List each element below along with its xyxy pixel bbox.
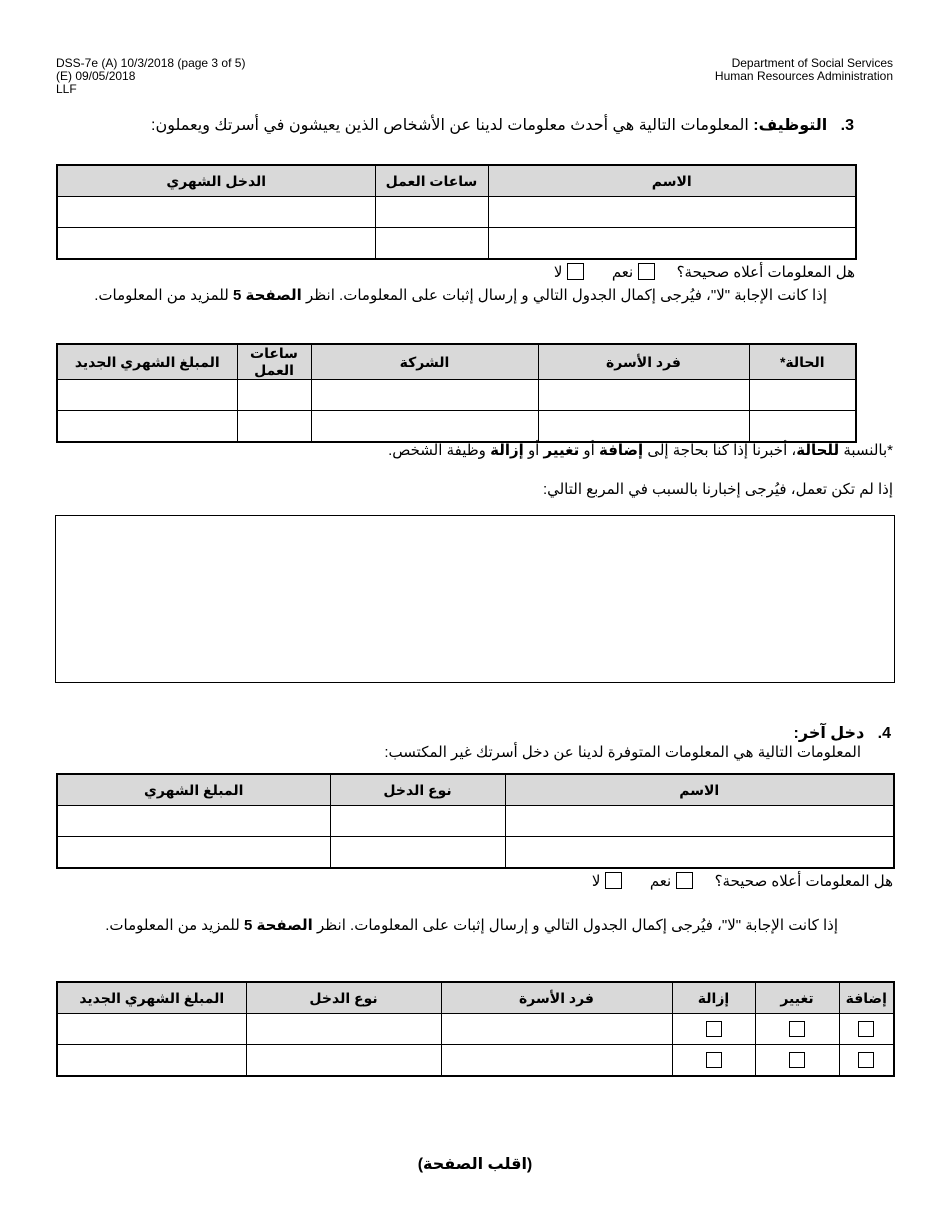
- instruction-text-end: للمزيد من المعلومات.: [105, 917, 240, 934]
- form-id-block: [56, 57, 245, 96]
- remove-checkbox[interactable]: [706, 1052, 722, 1068]
- instruction-page-ref: الصفحة 5: [244, 917, 313, 934]
- no-checkbox[interactable]: [567, 263, 584, 280]
- section4-intro: المعلومات التالية هي المعلومات المتوفرة لدينا عن دخل أسرتك غير المكتسب:: [384, 744, 861, 761]
- table-row: [57, 380, 856, 411]
- table-header-row: [57, 165, 856, 197]
- no-label: لا: [591, 873, 601, 890]
- new-monthly-amount-input[interactable]: [57, 411, 237, 443]
- col-remove: إزالة: [672, 982, 755, 1014]
- agency-name: Department of Social Services: [731, 56, 893, 70]
- yes-checkbox[interactable]: [676, 872, 693, 889]
- cell-work-hours: [375, 228, 488, 260]
- col-income-type: نوع الدخل: [330, 774, 505, 806]
- footnote-add: إضافة: [598, 442, 644, 459]
- status-input[interactable]: [749, 411, 856, 443]
- work-hours-input[interactable]: [237, 411, 311, 443]
- section3-number: 3.: [840, 117, 854, 134]
- section4-verify-question: [592, 872, 893, 890]
- footnote-text: *بالنسبة: [843, 442, 893, 459]
- instruction-text: إذا كانت الإجابة "لا"، فيُرجى إكمال الجدول التالي و إرسال إثبات على المعلومات. انظر: [305, 287, 827, 304]
- change-checkbox[interactable]: [789, 1021, 805, 1037]
- turn-page-note: (اقلب الصفحة): [417, 1156, 533, 1173]
- section3-verify-question: [554, 263, 855, 281]
- agency-block: [715, 57, 893, 83]
- verify-question: هل المعلومات أعلاه صحيحة؟: [714, 873, 893, 890]
- status-input[interactable]: [749, 380, 856, 411]
- cell-work-hours: [375, 197, 488, 228]
- income-change-table: [56, 981, 895, 1077]
- cell-monthly-amount: [57, 837, 330, 869]
- section4-number: 4.: [877, 725, 891, 742]
- col-work-hours: ساعات العمل: [237, 344, 311, 380]
- footnote-status: للحالة: [796, 442, 840, 459]
- section3-title: التوظيف:: [753, 117, 828, 134]
- change-checkbox[interactable]: [789, 1052, 805, 1068]
- not-working-prompt: إذا لم تكن تعمل، فيُرجى إخبارنا بالسبب في المربع التالي:: [542, 481, 893, 498]
- col-change: تغيير: [755, 982, 839, 1014]
- add-checkbox[interactable]: [858, 1052, 874, 1068]
- work-hours-input[interactable]: [237, 380, 311, 411]
- footnote-text: ، أخبرنا إذا كنا بحاجة إلى: [647, 442, 797, 459]
- company-input[interactable]: [311, 380, 538, 411]
- company-input[interactable]: [311, 411, 538, 443]
- no-label: لا: [553, 264, 563, 281]
- household-member-input[interactable]: [538, 380, 749, 411]
- change-cell: [755, 1045, 839, 1077]
- instruction-text: إذا كانت الإجابة "لا"، فيُرجى إكمال الجدول التالي و إرسال إثبات على المعلومات. انظر: [316, 917, 838, 934]
- col-new-monthly-amount: المبلغ الشهري الجديد: [57, 344, 237, 380]
- household-member-input[interactable]: [441, 1014, 672, 1045]
- household-member-input[interactable]: [441, 1045, 672, 1077]
- cell-name: [505, 837, 894, 869]
- col-household-member: فرد الأسرة: [538, 344, 749, 380]
- col-status: الحالة*: [749, 344, 856, 380]
- col-name: الاسم: [488, 165, 856, 197]
- employment-table: [56, 164, 857, 260]
- table-header-row: [57, 982, 894, 1014]
- footnote-change: تغيير: [543, 442, 580, 459]
- footnote-remove: إزالة: [490, 442, 524, 459]
- table-row: [57, 1014, 894, 1045]
- section4-heading: [794, 723, 891, 743]
- remove-checkbox[interactable]: [706, 1021, 722, 1037]
- form-code-line: LLF: [56, 82, 77, 96]
- table-header-row: [57, 344, 856, 380]
- table-row: [57, 837, 894, 869]
- footnote-text: وظيفة الشخص.: [388, 442, 486, 459]
- col-company: الشركة: [311, 344, 538, 380]
- table-row: [57, 411, 856, 443]
- income-type-input[interactable]: [246, 1014, 441, 1045]
- no-checkbox[interactable]: [605, 872, 622, 889]
- footnote-text: أو: [583, 442, 595, 459]
- other-income-table: [56, 773, 895, 869]
- yes-checkbox[interactable]: [638, 263, 655, 280]
- col-monthly-income: الدخل الشهري: [57, 165, 375, 197]
- table-row: [57, 806, 894, 837]
- col-income-type: نوع الدخل: [246, 982, 441, 1014]
- table-row: [57, 197, 856, 228]
- verify-question: هل المعلومات أعلاه صحيحة؟: [676, 264, 855, 281]
- col-household-member: فرد الأسرة: [441, 982, 672, 1014]
- instruction-page-ref: الصفحة 5: [233, 287, 302, 304]
- table-header-row: [57, 774, 894, 806]
- new-monthly-amount-input[interactable]: [57, 1014, 246, 1045]
- section3-heading: [151, 115, 854, 135]
- table-row: [57, 228, 856, 260]
- remove-cell: [672, 1045, 755, 1077]
- form-id-line: DSS-7e (A) 10/3/2018 (page 3 of 5): [56, 56, 246, 70]
- cell-income-type: [330, 806, 505, 837]
- cell-name: [488, 197, 856, 228]
- section3-intro: المعلومات التالية هي أحدث معلومات لدينا عن الأشخاص الذين يعيشون في أسرتك ويعملون:: [151, 117, 749, 134]
- remove-cell: [672, 1014, 755, 1045]
- section3-instruction: [94, 286, 827, 304]
- footnote-text: أو: [527, 442, 540, 459]
- add-checkbox[interactable]: [858, 1021, 874, 1037]
- household-member-input[interactable]: [538, 411, 749, 443]
- yes-label: نعم: [611, 264, 634, 281]
- status-footnote: [388, 441, 893, 459]
- cell-name: [488, 228, 856, 260]
- section4-instruction: [105, 916, 838, 934]
- instruction-text-end: للمزيد من المعلومات.: [94, 287, 229, 304]
- col-add: إضافة: [839, 982, 894, 1014]
- section4-title: دخل آخر:: [793, 725, 865, 742]
- employment-change-table: [56, 343, 857, 443]
- change-cell: [755, 1014, 839, 1045]
- income-type-input[interactable]: [246, 1045, 441, 1077]
- new-monthly-amount-input[interactable]: [57, 380, 237, 411]
- cell-name: [505, 806, 894, 837]
- agency-division: Human Resources Administration: [714, 69, 893, 83]
- col-new-monthly-amount: المبلغ الشهري الجديد: [57, 982, 246, 1014]
- cell-income-type: [330, 837, 505, 869]
- cell-monthly-amount: [57, 806, 330, 837]
- col-monthly-amount: المبلغ الشهري: [57, 774, 330, 806]
- form-date-line: (E) 09/05/2018: [56, 69, 136, 83]
- new-monthly-amount-input[interactable]: [57, 1045, 246, 1077]
- col-name: الاسم: [505, 774, 894, 806]
- cell-monthly-income: [57, 197, 375, 228]
- cell-monthly-income: [57, 228, 375, 260]
- table-row: [57, 1045, 894, 1077]
- add-cell: [839, 1045, 894, 1077]
- not-working-reason-box[interactable]: [55, 515, 895, 683]
- add-cell: [839, 1014, 894, 1045]
- col-work-hours: ساعات العمل: [375, 165, 488, 197]
- yes-label: نعم: [649, 873, 672, 890]
